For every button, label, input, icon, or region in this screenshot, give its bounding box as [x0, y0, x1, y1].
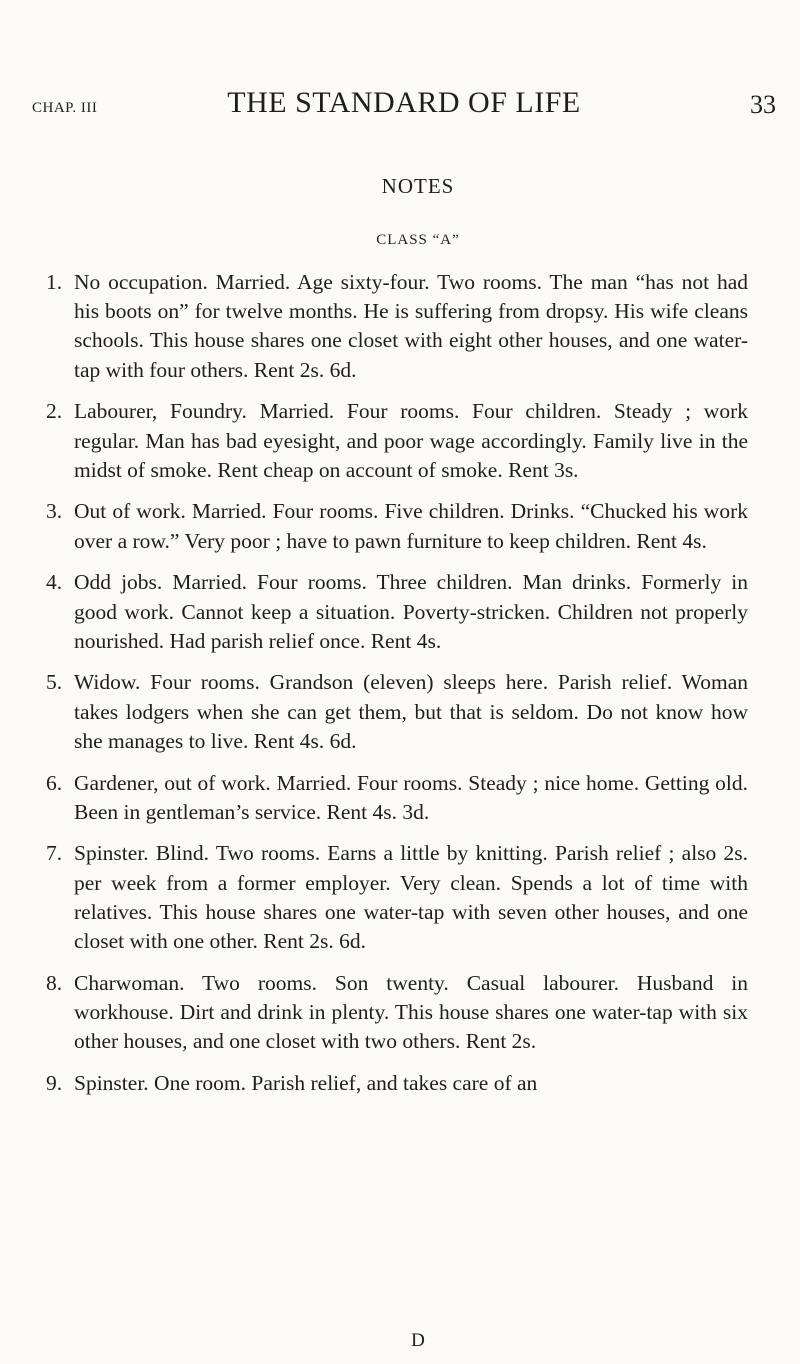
- page-number: 33: [750, 90, 776, 119]
- note-number: 6.: [46, 770, 63, 795]
- note-item: [46, 668, 748, 756]
- running-title: THE STANDARD OF LIFE: [227, 86, 581, 119]
- note-number: 3.: [46, 499, 63, 524]
- note-text: Spinster. One room. Parish relief, and takes care of an: [74, 1070, 538, 1095]
- chapter-label: CHAP. III: [32, 100, 98, 116]
- note-item: [46, 397, 748, 485]
- note-text: No occupation. Married. Age sixty-four. Two rooms. The man “has not had his boots on” for twelve months. He is suffering from dropsy. His wife cleans schools. This house shares one closet with eight other houses, and one water-tap with four others. Rent 2s. 6d.: [74, 270, 748, 382]
- note-text: Labourer, Foundry. Married. Four rooms. Four children. Steady ; work regular. Man has bad eyesight, and poor wage accordingly. Family live in the midst of smoke. Rent cheap on account of smoke. Rent 3s.: [74, 399, 748, 482]
- note-item: [46, 268, 748, 385]
- note-item: [46, 497, 748, 555]
- signature-mark: D: [411, 1330, 425, 1351]
- note-item: [46, 769, 748, 827]
- class-subheading: CLASS “A”: [376, 232, 460, 248]
- note-number: 2.: [46, 399, 63, 424]
- note-number: 7.: [46, 841, 63, 866]
- note-number: 1.: [46, 270, 63, 294]
- note-item: [46, 1069, 748, 1098]
- running-header: [32, 86, 776, 126]
- note-text: Odd jobs. Married. Four rooms. Three children. Man drinks. Formerly in good work. Cannot keep a situation. Poverty-stricken. Children not properly nourished. Had parish relief once. Rent 4s.: [74, 570, 748, 653]
- note-text: Widow. Four rooms. Grandson (eleven) sleeps here. Parish relief. Woman takes lodgers when she can get them, but that is seldom. Do not know how she manages to live. Rent 4s. 6d.: [74, 670, 748, 753]
- note-item: [46, 568, 748, 656]
- note-text: Out of work. Married. Four rooms. Five children. Drinks. “Chucked his work over a row.” Very poor ; have to pawn furniture to keep children. Rent 4s.: [74, 499, 748, 553]
- note-text: Charwoman. Two rooms. Son twenty. Casual labourer. Husband in workhouse. Dirt and drink in plenty. This house shares one water-tap with six other houses, and one closet with two others. Rent 2s.: [74, 970, 748, 1054]
- note-number: 8.: [46, 970, 63, 995]
- note-item: [46, 839, 748, 956]
- section-heading: NOTES: [381, 174, 455, 198]
- note-text: Gardener, out of work. Married. Four rooms. Steady ; nice home. Getting old. Been in gentleman’s service. Rent 4s. 3d.: [74, 770, 748, 824]
- note-number: 4.: [46, 570, 63, 595]
- notes-list: [46, 268, 748, 1111]
- note-item: [46, 969, 748, 1057]
- note-number: 5.: [46, 670, 63, 695]
- note-number: 9.: [46, 1070, 63, 1095]
- note-text: Spinster. Blind. Two rooms. Earns a little by knitting. Parish relief ; also 2s. per week from a former employer. Very clean. Spends a lot of time with relatives. This house shares one water-tap with seven other houses, and one closet with one other. Rent 2s. 6d.: [74, 841, 748, 954]
